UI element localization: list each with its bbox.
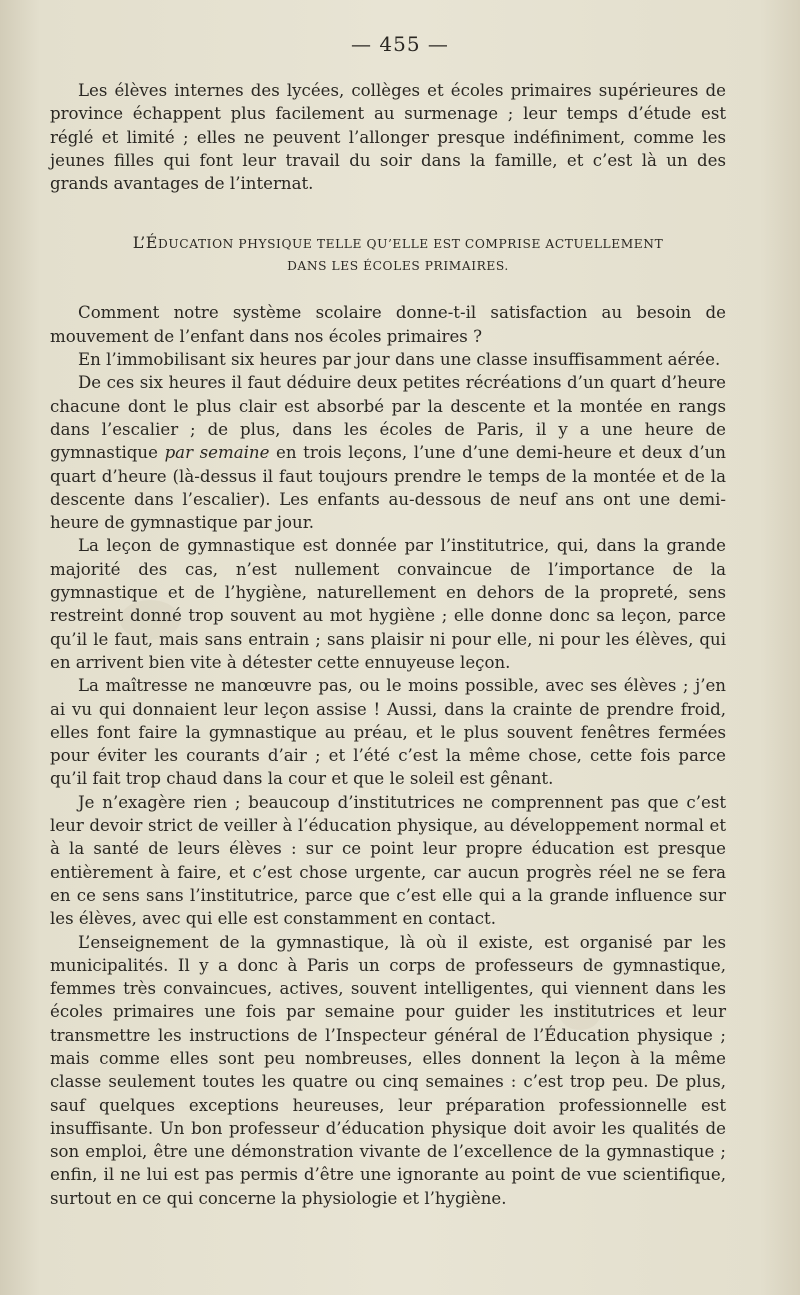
- paragraph: Les élèves internes des lycées, collèges et écoles primaires supérieures de province échappent plus facilement au surmenage ; leur temps d’étude est réglé et limité ; elles ne peuvent l’allonger presque indéfiniment, comme les jeunes filles qui font leur travail du soir dans la famille, et c’est là un des grands avantages de l’internat.: [50, 81, 726, 194]
- paragraph: Comment notre système scolaire donne-t-il satisfaction au besoin de mouvement de l’enfant dans nos écoles primaires ?: [50, 303, 726, 346]
- page-number: — 455 —: [351, 32, 449, 56]
- heading-line-1: DUCATION PHYSIQUE TELLE QU’ELLE EST COMPRISE ACTUELLEMENT: [158, 237, 664, 252]
- section-heading: [50, 232, 726, 277]
- paragraph: L’enseignement de la gymnastique, là où il existe, est organisé par les municipalités. Il y a donc à Paris un corps de professeurs de gymnastique, femmes très convaincues, actives, souvent intelligentes, qui viennent dans les écoles primaires une fois par semaine pour guider les institutrices et leur transmettre les instructions de l’Inspecteur général de l’Éducation physique ; mais comme elles sont peu nombreuses, elles donnent la leçon à la même classe seulement toutes les quatre ou cinq semaines : c’est trop peu. De plus, sauf quelques exceptions heureuses, leur préparation professionnelle est insuffisante. Un bon professeur d’éducation physique doit avoir les qualités de son emploi, être une démonstration vivante de l’excellence de la gymnastique ; enfin, il ne lui est pas permis d’être une ignorante au point de vue scientifique, surtout en ce qui concerne la physiologie et l’hygiène.: [50, 932, 726, 1208]
- paragraph: [50, 371, 726, 534]
- paragraph: La maîtresse ne manœuvre pas, ou le moins possible, avec ses élèves ; j’en ai vu qui donnaient leur leçon assise ! Aussi, dans la crainte de prendre froid, elles font faire la gymnastique au préau, et le plus souvent fenêtres fermées pour éviter les courants d’air ; et l’été c’est la même chose, cette fois parce qu’il fait trop chaud dans la cour et que le soleil est gênant.: [50, 676, 726, 789]
- paragraph: La leçon de gymnastique est donnée par l’institutrice, qui, dans la grande majorité des cas, n’est nullement convaincue de l’importance de la gymnastique et de l’hygiène, naturellement en dehors de la propreté, sens restreint donné trop souvent au mot hygiène ; elle donne donc sa leçon, parce qu’il le faut, mais sans entrain ; sans plaisir ni pour elle, ni pour les élèves, qui en arrivent bien vite à détester cette ennuyeuse leçon.: [50, 536, 726, 672]
- heading-initial: L’É: [132, 233, 159, 253]
- paragraph: En l’immobilisant six heures par jour dans une classe insuffisamment aérée.: [78, 350, 721, 370]
- heading-line-2: DANS LES ÉCOLES PRIMAIRES.: [287, 259, 509, 274]
- paragraph-text: De ces six heures il faut déduire deux petites récréations d’un quart d’heure chacune dont le plus clair est absorbé par la descente et la montée en rangs dans l’escalier ; de plus, dans les écoles de Paris, il y a une heure de gymnastique: [50, 373, 726, 463]
- page-body: [50, 79, 726, 1210]
- emphasis: par semaine: [164, 443, 270, 463]
- paragraph: Je n’exagère rien ; beaucoup d’institutrices ne comprennent pas que c’est leur devoir strict de veiller à l’éducation physique, au développement normal et à la santé de leurs élèves : sur ce point leur propre éducation est presque entièrement à faire, et c’est chose urgente, car aucun progrès réel ne se fera en ce sens sans l’institutrice, parce que c’est elle qui a la grande influence sur les élèves, avec qui elle est constamment en contact.: [50, 792, 726, 929]
- paragraph-text: en trois leçons, l’une d’une demi-heure et deux d’un quart d’heure (là-dessus il faut toujours prendre le temps de la montée et de la descente dans l’escalier). Les enfants au-dessous de neuf ans ont une demi-heure de gymnastique par jour.: [50, 443, 726, 533]
